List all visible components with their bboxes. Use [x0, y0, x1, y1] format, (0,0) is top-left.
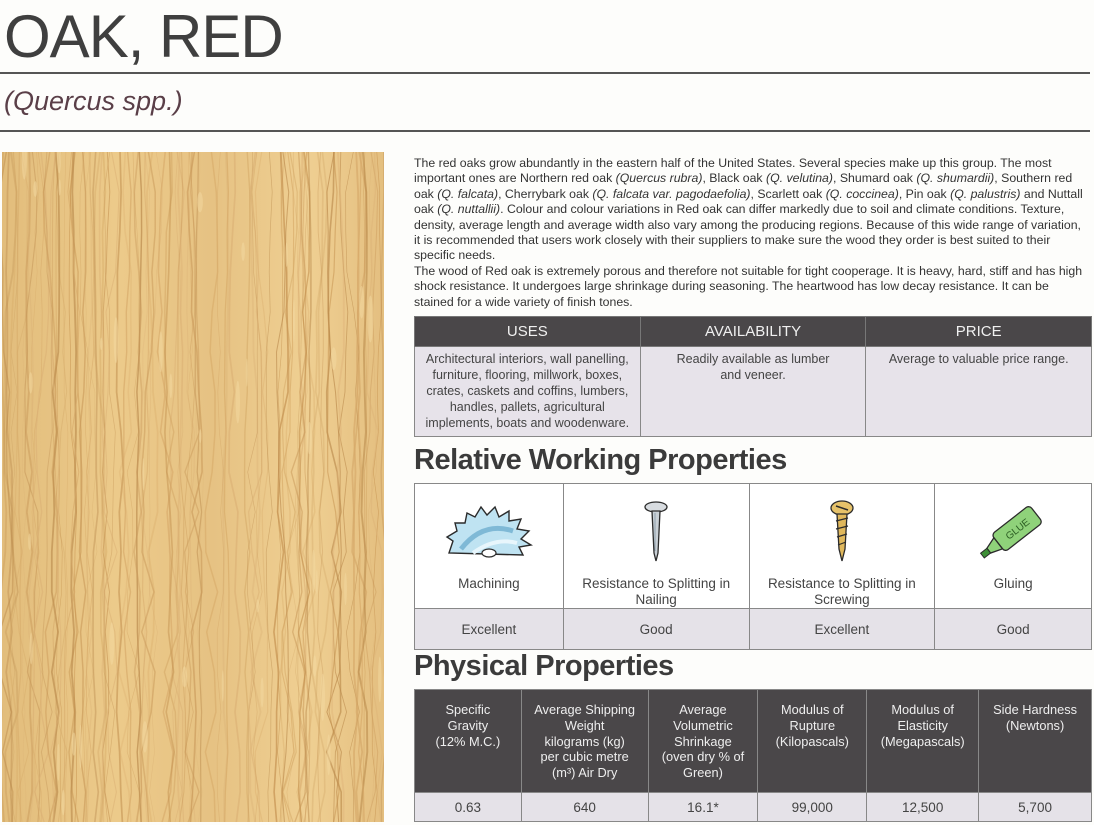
availability-header: AVAILABILITY [640, 317, 866, 347]
description-paragraph-1 [414, 156, 1090, 264]
modulus-of-elasticity-value: 12,500 [867, 793, 979, 822]
uses-header: USES [415, 317, 641, 347]
shipping-weight-header-line: Average Shipping [534, 702, 636, 717]
shipping-weight-value: 640 [521, 793, 648, 822]
shipping-weight-header-line: per cubic metre [540, 749, 629, 765]
price-header: PRICE [866, 317, 1092, 347]
side-hardness-header [979, 690, 1092, 793]
price-value: Average to valuable price range. [866, 347, 1092, 437]
side-hardness-header-line: (Newtons) [1005, 717, 1065, 733]
description-text [414, 156, 1090, 310]
volumetric-shrinkage-header-line: Average [679, 702, 727, 717]
volumetric-shrinkage-header [648, 690, 758, 793]
volumetric-shrinkage-header-line: (oven dry % of [661, 749, 745, 765]
specific-gravity-header [415, 690, 522, 793]
screwing-label: Resistance to Splitting in Screwing [767, 576, 916, 607]
page-title: OAK, RED [4, 3, 283, 70]
species-name: (Q. palustris) [950, 186, 1021, 201]
saw-blade-icon [415, 496, 563, 566]
modulus-of-rupture-header-line: Modulus of [780, 702, 844, 717]
description-segment: . Colour and colour variations in Red oak can differ markedly due to soil and climate conditions. Texture, density, average length and average width also vary among the producing regions. Because of this wide range of variation, it is recommended that users work closely with their suppliers to make sure the wood they order is best suited to their specific needs. [414, 202, 1081, 263]
screwing-cell [749, 484, 935, 609]
volumetric-shrinkage-header-line: Shrinkage [674, 733, 732, 749]
description-segment: , Scarlett oak [750, 186, 826, 201]
nail-icon [564, 496, 749, 566]
modulus-of-rupture-value: 99,000 [758, 793, 867, 822]
shipping-weight-header-line: kilograms (kg) [544, 733, 625, 749]
modulus-of-elasticity-header-line: Modulus of [891, 702, 954, 717]
species-name: (Q. falcata) [437, 186, 499, 201]
gluing-cell [935, 484, 1092, 609]
volumetric-shrinkage-value: 16.1* [648, 793, 758, 822]
side-hardness-value: 5,700 [979, 793, 1092, 822]
shipping-weight-header-line: Weight [564, 717, 605, 733]
working-properties-heading: Relative Working Properties [414, 444, 787, 476]
specific-gravity-value: 0.63 [415, 793, 522, 822]
modulus-of-rupture-header [758, 690, 867, 793]
side-hardness-header-line: Side Hardness [993, 702, 1078, 717]
modulus-of-elasticity-header [867, 690, 979, 793]
machining-label: Machining [458, 576, 520, 591]
glue-tube-icon [935, 496, 1091, 566]
nailing-rating: Good [563, 609, 749, 650]
modulus-of-rupture-header-line: Rupture [789, 717, 836, 733]
uses-availability-price-table [414, 316, 1092, 437]
availability-value: Readily available as lumber and veneer. [640, 347, 866, 437]
shipping-weight-header-line: (m³) Air Dry [551, 765, 618, 781]
glue-tube-text: GLUE [1004, 516, 1033, 543]
gluing-label: Gluing [993, 576, 1033, 591]
screwing-rating: Excellent [749, 609, 935, 650]
species-name: (Quercus rubra) [615, 171, 703, 186]
shipping-weight-header [521, 690, 648, 793]
specific-gravity-header-line: Specific [445, 702, 491, 717]
specific-gravity-header-line: Gravity [447, 717, 489, 733]
modulus-of-elasticity-header-line: (Megapascals) [880, 733, 965, 749]
description-segment: , Southern red oak [414, 171, 1073, 201]
modulus-of-elasticity-header-line: Elasticity [897, 717, 948, 733]
uses-value: Architectural interiors, wall panelling, furniture, flooring, millwork, boxes, crates, caskets and coffins, lumbers, handles, pallets, agricultural implements, boats and woodenware. [415, 347, 641, 437]
volumetric-shrinkage-header-line: Green) [683, 765, 723, 781]
species-name: (Q. coccinea) [825, 186, 899, 201]
machining-rating: Excellent [415, 609, 564, 650]
species-name: (Q. falcata var. pagodaefolia) [592, 186, 751, 201]
physical-properties-heading: Physical Properties [414, 650, 674, 682]
title-divider [0, 72, 1090, 74]
species-name: (Q. nuttallii) [437, 202, 501, 217]
gluing-rating: Good [935, 609, 1092, 650]
working-properties-table [414, 483, 1092, 650]
volumetric-shrinkage-header-line: Volumetric [673, 717, 733, 733]
description-segment: , Cherrybark oak [498, 186, 593, 201]
description-segment: , Black oak [702, 171, 766, 186]
machining-cell [415, 484, 564, 609]
wood-sample-image [2, 152, 384, 822]
subtitle-divider [0, 130, 1090, 132]
description-segment: and Nuttall oak [414, 186, 1083, 217]
description-paragraph-2: The wood of Red oak is extremely porous and therefore not suitable for tight cooperage. It is heavy, hard, stiff and has high shock resistance. It undergoes large shrinkage during seasoning. The heartwood has low decay resistance. It can be stained for a wide variety of finish tones. [414, 263, 1083, 309]
nailing-label: Resistance to Splitting in Nailing [582, 576, 731, 607]
species-name: (Q. shumardii) [916, 171, 995, 186]
description-segment: , Shumard oak [832, 171, 917, 186]
screw-icon [750, 496, 935, 566]
page-subtitle: (Quercus spp.) [4, 86, 183, 116]
physical-properties-table [414, 689, 1092, 822]
species-name: (Q. velutina) [766, 171, 833, 186]
description-segment: , Pin oak [898, 186, 951, 201]
nailing-cell [563, 484, 749, 609]
specific-gravity-header-line: (12% M.C.) [435, 733, 501, 749]
modulus-of-rupture-header-line: (Kilopascals) [775, 733, 849, 749]
description-segment: The red oaks grow abundantly in the eastern half of the United States. Several species make up this group. The most important ones are Northern red oak [414, 156, 1052, 186]
